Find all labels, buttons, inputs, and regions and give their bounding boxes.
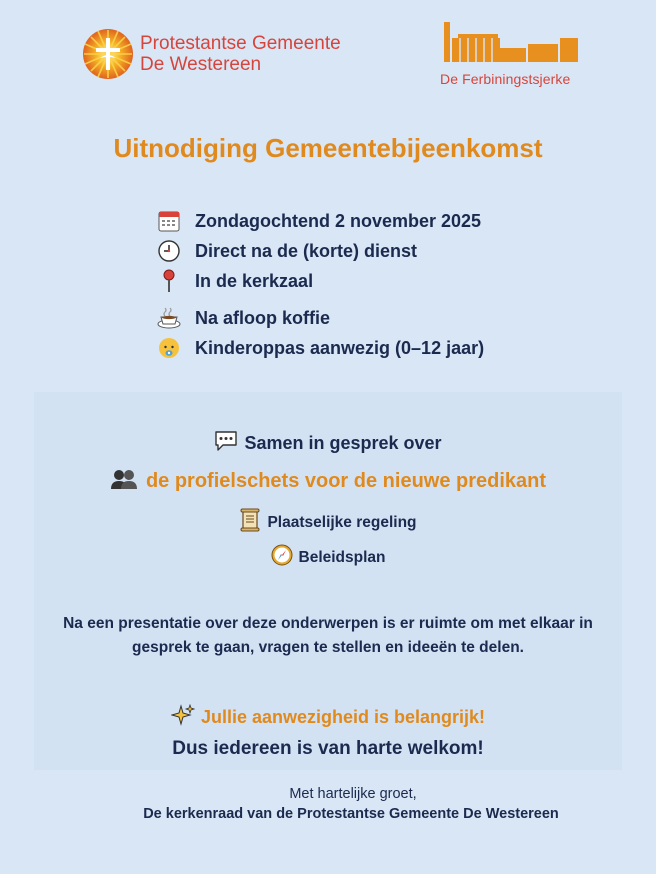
page-title: Uitnodiging Gemeentebijeenkomst	[113, 133, 543, 163]
sub-item-beleidsplan-text: Beleidsplan	[298, 548, 386, 566]
sub-item-regeling-text: Plaatselijke regeling	[267, 513, 417, 531]
closing	[0, 786, 656, 822]
detail-date	[157, 206, 557, 236]
detail-time	[157, 236, 557, 266]
pg-westereen-logo	[82, 28, 341, 80]
detail-date-text: Zondagochtend 2 november 2025	[195, 210, 482, 231]
sub-item-beleidsplan	[34, 544, 622, 571]
ferbiningstsjerke-logo	[440, 22, 585, 87]
topic-text: de profielschets voor de nieuwe predikant	[145, 470, 547, 492]
clock-icon	[157, 239, 181, 263]
header	[0, 22, 656, 92]
detail-time-text: Direct na de (korte) dienst	[195, 240, 418, 261]
logo-line1: Protestantse Gemeente	[140, 33, 341, 54]
detail-childcare	[157, 333, 557, 363]
detail-childcare-text: Kinderoppas aanwezig (0–12 jaar)	[195, 337, 485, 358]
logo-right-text: De Ferbiningstsjerke	[440, 71, 571, 87]
calendar-icon	[157, 209, 181, 233]
signature-text: De kerkenraad van de Protestantse Gemeente De Westereen	[143, 806, 559, 822]
baby-icon	[157, 336, 181, 360]
important-line	[34, 704, 622, 731]
logo-line2: De Westereen	[140, 54, 262, 75]
coffee-icon	[157, 306, 181, 330]
detail-location-text: In de kerkzaal	[195, 270, 314, 291]
sparkles-icon	[171, 704, 195, 731]
description-paragraph: Na een presentatie over deze onderwerpen is er ruimte om met elkaar in gesprek te gaan, vragen te stellen en ideeën te delen.	[63, 615, 593, 656]
event-details	[157, 206, 557, 363]
sub-item-regeling	[34, 508, 622, 537]
detail-location	[157, 266, 557, 296]
compass-icon	[271, 544, 293, 571]
talk-heading	[34, 430, 622, 457]
scroll-icon	[239, 508, 261, 537]
info-panel	[34, 392, 622, 770]
pin-icon	[157, 269, 181, 293]
important-text: Jullie aanwezigheid is belangrijk!	[200, 707, 486, 727]
church-building-icon	[440, 22, 580, 62]
sun-cross-icon	[82, 28, 134, 80]
talk-text: Samen in gesprek over	[244, 433, 442, 453]
speech-bubble-icon	[214, 430, 238, 457]
greeting-text: Met hartelijke groet,	[289, 786, 417, 802]
topic-heading	[34, 468, 622, 495]
detail-coffee	[157, 303, 557, 333]
detail-coffee-text: Na afloop koffie	[195, 307, 331, 328]
welcome-text: Dus iedereen is van harte welkom!	[172, 738, 484, 759]
people-icon	[110, 468, 138, 495]
